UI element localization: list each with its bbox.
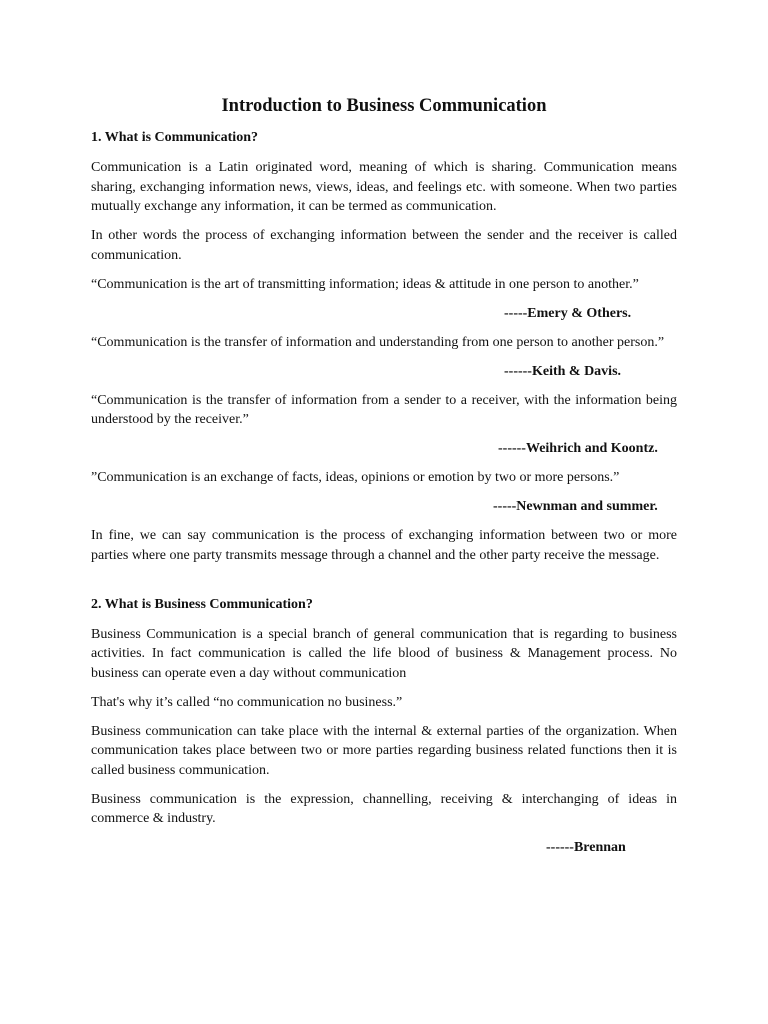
paragraph: Communication is a Latin originated word, meaning of which is sharing. Communication means sharing, exchanging information news, views, ideas, and feelings etc. with someone. When two parties mutually exchange any information, it can be termed as communication. (91, 160, 677, 214)
section-spacer (91, 575, 677, 595)
quote-attribution: -----Emery & Others. (504, 305, 632, 321)
quote-attribution: ------Weihrich and Koontz. (498, 441, 658, 456)
quote: “Communication is the transfer of information and understanding from one person to another person.” (91, 334, 665, 350)
paragraph: That's why it’s called “no communication no business.” (91, 694, 403, 710)
quote-attribution: ------Brennan (546, 840, 626, 855)
paragraph: Business communication is the expression, channelling, receiving & interchanging of ideas in commerce & industry. (91, 791, 677, 826)
quote: “Communication is the transfer of information from a sender to a receiver, with the information being understood by the receiver.” (91, 392, 677, 427)
paragraph: Business communication can take place with the internal & external parties of the organization. When communication takes place between two or more parties regarding business related functions then it is called business communication. (91, 723, 677, 778)
section-heading-what-is-communication: 1. What is Communication? (91, 130, 258, 145)
quote-attribution: -----Newnman and summer. (493, 499, 658, 514)
quote-attribution: ------Keith & Davis. (504, 363, 622, 379)
section-heading-what-is-business-communication: 2. What is Business Communication? (91, 596, 313, 612)
quote: “Communication is the art of transmitting information; ideas & attitude in one person to another.” (91, 276, 639, 292)
paragraph: In fine, we can say communication is the process of exchanging information between two or more parties where one party transmits message through a channel and the other party receive the message. (91, 528, 677, 563)
document-title: Introduction to Business Communication (221, 96, 547, 116)
paragraph: In other words the process of exchanging information between the sender and the receiver is called communication. (91, 228, 677, 263)
paragraph: Business Communication is a special branch of general communication that is regarding to business activities. In fact communication is called the life blood of business & Management process. No business can operate even a day without communication (91, 626, 677, 681)
quote: ”Communication is an exchange of facts, ideas, opinions or emotion by two or more persons.” (91, 470, 620, 485)
